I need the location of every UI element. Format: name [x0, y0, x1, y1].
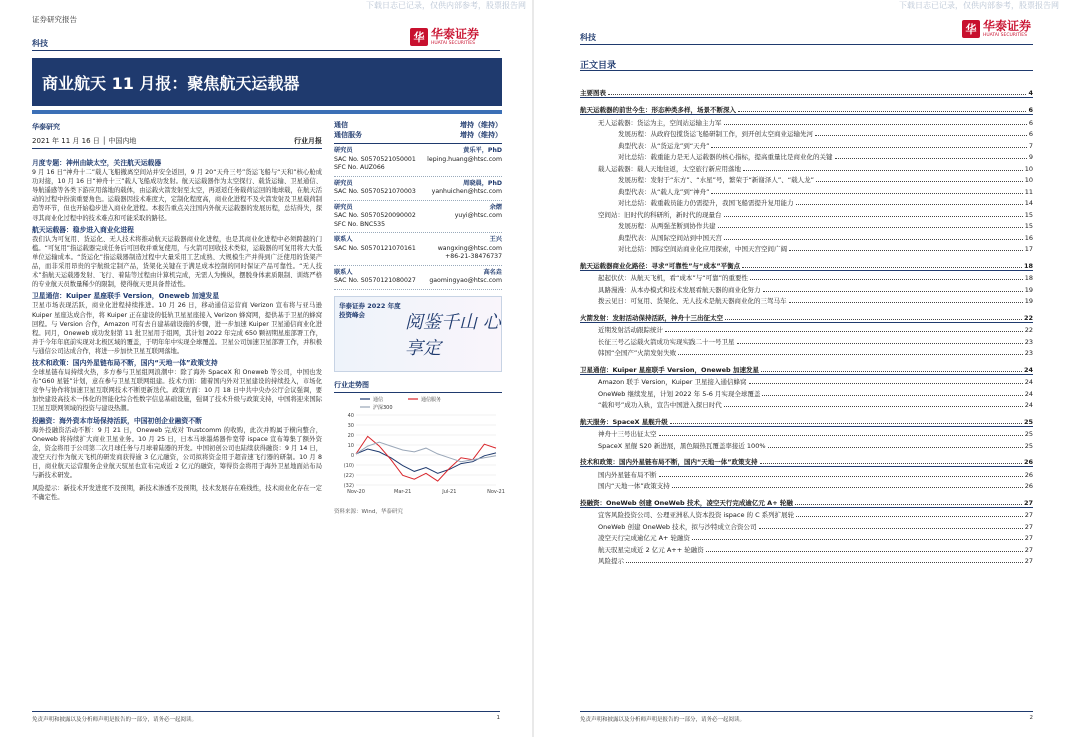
toc-leader [759, 528, 1023, 529]
analyst-role: 研究员 [334, 203, 353, 211]
toc-entry-title: 航天运载器的前世今生：形态种类多样，场景不断深入 [580, 106, 736, 114]
toc-leader [762, 395, 1022, 396]
section-heading: 月度专题：神州由缺太空，关注航天运载器 [32, 159, 162, 167]
toc-entry-title: 投融资：OneWeb 创建 OneWeb 技术，凌空天行完成逾亿元 A+ 轮融 [580, 498, 793, 507]
analyst-card [334, 177, 502, 201]
toc-page-number: 25 [1023, 417, 1033, 426]
toc-leader [795, 504, 1022, 505]
analyst-card [334, 144, 502, 177]
rating-row [334, 120, 502, 130]
org-label: 华泰研究 [32, 123, 60, 131]
toc-entry[interactable] [580, 508, 1033, 520]
toc-page-number: 27 [1024, 534, 1033, 542]
toc-entry-title: 典型代表：从“载人龙”到“神舟” [618, 187, 710, 196]
toc-entry-title: 发展历程：从政府包揽货运飞船研制工作，到开创太空商业运输先河 [618, 130, 813, 138]
analyst-email[interactable]: wangxing@htsc.com [437, 244, 502, 252]
toc-entry[interactable] [580, 294, 1033, 306]
analyst-sac: SAC No. S0570121080027 [334, 277, 416, 284]
toc-entry[interactable] [580, 138, 1033, 150]
toc-leader [711, 193, 1022, 194]
analyst-card [334, 201, 502, 234]
toc-leader [672, 487, 1023, 488]
toc-entry[interactable] [580, 398, 1033, 410]
legend-label: 通信服务 [421, 396, 442, 403]
report-type: 行业月报 [294, 137, 322, 145]
analyst-card [334, 233, 502, 266]
page-1 [0, 0, 532, 737]
toc-page-number: 24 [1024, 378, 1033, 386]
toc-entry-title: 拨云见日：可复用、货架化、无人技术是航天器商业化的三驾马车 [598, 297, 787, 305]
y-tick-label: 10 [347, 442, 354, 449]
analyst-email[interactable]: yuyi@htsc.com [454, 212, 502, 219]
toc-leader [738, 111, 1026, 112]
toc-entry[interactable] [580, 104, 1033, 116]
section-text: 我们认为可复用、货运化、无人技术将推动航天运载器商业化进程，也是其商业化进程中必须跨越的门槛。“可复用”指运载器完成任务后可回收并重复使用，与火箭可回收技术类似，运载器的可复用将大大低单位运输成本。“货运化”指运载器制造过程中大量采用工艺成熟、大规模生产并得到广泛使用的货架产品，而非采用昂贵的宇航级定制产品，货架化关键在于满足成本控制的同时保证产品可靠性。“无人技术”指航天运载器发射、飞行、着陆等过程由计算机完成，无需人为操纵，摆脱身体素质限制、训练严格的专业航天员数量稀少的限制，使得航天更具备普适性。 [32, 235, 322, 289]
sector-label: 科技 [580, 33, 596, 42]
toc-leader [724, 124, 1027, 125]
y-tick-label: 0 [350, 452, 354, 459]
toc-page-number: 27 [1024, 522, 1033, 531]
rating-sector: 通信 [334, 121, 348, 129]
toc-leader [670, 423, 1022, 424]
right-column [334, 120, 505, 515]
toc-page-number: 25 [1024, 430, 1033, 438]
toc-leader [724, 239, 1023, 240]
toc-entry[interactable] [580, 230, 1033, 242]
analysts-list [334, 144, 502, 290]
chart-source: 资料来源：Wind，华泰研究 [334, 508, 403, 515]
header-rule [32, 50, 500, 51]
toc-leader [768, 447, 1023, 448]
promo-banner[interactable]: 华泰证券 2022 年度投资峰会 阅鉴千山 心享定 [334, 296, 502, 372]
toc-page-number: 24 [1023, 365, 1033, 374]
toc-entry-title: 韩国“全国产”火箭发射失败 [598, 349, 677, 357]
toc-entry[interactable] [580, 386, 1033, 398]
toc-leader [659, 476, 1023, 477]
analyst-role: 研究员 [334, 147, 353, 154]
toc-entry-title: 长征三号乙运载火箭成功实现实践二十一号卫星 [598, 337, 735, 346]
section-heading: 技术和政策：国内外星链布局不断，国内“天地一体”政策支持 [32, 358, 218, 367]
toc-gap [580, 98, 1033, 102]
page-footer: 免责声明和披露以及分析师声明是报告的一部分，请务必一起阅读。 1 [32, 711, 500, 723]
analyst-email[interactable]: leping.huang@htsc.com [427, 155, 502, 163]
section-text: 海外投融资活动不断：9 月 21 日，Oneweb 完成对 Trustcomm 的收购，此次并购属于横向整合，Oneweb 将持续扩大商业卫星业务。10 月 25 日，日本马球墨烯器件宽带 ispace 宣布筹集了额外资金，资金将用于公司第二次月球任务与月球着陆器的开发。中国初创公司也陆续获得融资：9 月 14 日，凌空天行作为航天飞机的研发商获得逾 3 亿元融资，公司拟将资金用于超音速飞行器的研制。10 月 8 日，商业航天运营服务企业航天驭星也宣布完成近 2 亿元的融资，筹得资金将用于海外卫星地面站布局与新技术研发。 [32, 426, 322, 480]
toc-entry-title: 主要图表 [580, 88, 606, 97]
trend-line-chart [334, 393, 505, 503]
analyst-sac: SAC No. S0570520090002 [334, 212, 416, 219]
analyst-sfc: SFC No. BNC535 [334, 220, 386, 228]
toc-leader [659, 435, 1023, 436]
toc-entry-title: 发展历程：发射于“东方”、“水星”号，繁荣于“新谢泽人”、“载人龙” [618, 176, 814, 184]
toc-leader [718, 227, 1023, 228]
analyst-sfc: SFC No. AUZ066 [334, 164, 385, 171]
toc-page-number: 23 [1024, 349, 1033, 357]
toc-entry[interactable] [580, 242, 1033, 254]
toc-leader [743, 170, 1023, 171]
toc-page-number: 10 [1024, 164, 1033, 173]
y-tick-label: 30 [347, 422, 354, 429]
toc-entry[interactable] [580, 375, 1033, 387]
toc-entry-title: 对比总结：载重载员能力仍需提升，我国飞船需提升复用能力 [618, 199, 794, 207]
toc-entry[interactable] [580, 363, 1033, 375]
toc-entry[interactable] [580, 323, 1033, 335]
table-of-contents [580, 84, 1033, 565]
toc-page-number: 24 [1024, 401, 1033, 409]
header-rule [580, 44, 1033, 45]
toc-page-number: 24 [1024, 389, 1033, 398]
toc-entry-title: 宜客风险投资公司、公理亚洲私人资本投资 ispace 的 C 系列扩展轮 [598, 511, 795, 519]
toc-page-number: 19 [1024, 297, 1033, 305]
section-text: 卫星市场表现活跃，商业化进程持续推进。10 月 26 日，移动通信运营商 Verizon 宣布将与亚马逊 Kuiper 星座达成合作，将 Kuiper 正在建设的低轨卫星星座接入 Verizon 蜂窝网，提供基于卫星的蜂窝回程。与 Version 合作，Amazon 可有去自建基础设施的步骤，进一步加速 Kuiper 卫星通信商业化进程。同月，Oneweb 成功发射第 11 批卫星用于组网，其计划 2022 年完成 650 颗初期星座部署工作，并于今年年底前实现对北极区域的覆盖，于明年年中实现全球覆盖。卫星公司加速卫星部署工作，并积极与通信公司达成合作，将进一步加快卫星互联网落地。 [32, 302, 323, 355]
toc-entry-title: 载人运载器：载人天地往返，太空旅行新应用落地 [598, 164, 741, 173]
toc-gap [580, 253, 1033, 257]
toc-leader [665, 331, 1023, 332]
rating-sector: 通信服务 [334, 131, 362, 139]
section-heading: 航天运载器：稳步进入商业化进程 [32, 225, 134, 234]
summary-body [32, 156, 322, 502]
legend-label: 沪深300 [373, 404, 393, 411]
analyst-sac: SAC No. S0570521070003 [334, 188, 416, 195]
analyst-email[interactable]: yanhuichen@htsc.com [431, 188, 502, 195]
date-line: 2021 年 11 月 16 日 │ 中国内地 行业月报 [32, 136, 322, 149]
toc-entry[interactable] [580, 531, 1033, 543]
report-title: 商业航天 11 月报：聚焦航天运载器 [32, 58, 502, 106]
x-tick-label: Jul-21 [442, 488, 457, 495]
toc-entry[interactable] [580, 554, 1033, 566]
toc-page-number: 17 [1024, 245, 1033, 253]
trend-chart-panel [334, 380, 505, 515]
analyst-name: 余熠 [489, 203, 502, 211]
toc-entry[interactable] [580, 196, 1033, 208]
analyst-role: 联系人 [334, 268, 353, 276]
sector-label: 科技 [32, 39, 48, 48]
toc-entry[interactable] [580, 415, 1033, 427]
toc-entry[interactable] [580, 115, 1033, 127]
toc-leader [750, 279, 1023, 280]
toc-entry-title: 风险提示 [598, 557, 624, 565]
toc-entry[interactable] [580, 282, 1033, 294]
toc-entry[interactable] [580, 467, 1033, 479]
toc-entry-title: OneWeb 继续发星，计划 2022 年 5-6 月实现全球覆盖 [598, 389, 761, 398]
toc-entry[interactable] [580, 427, 1033, 439]
y-tick-label: (10) [343, 462, 354, 469]
legend-label: 通信 [373, 396, 384, 403]
section-heading: 卫星通信：Kuiper 星座联手 Version，Oneweb 加速发星 [32, 292, 220, 301]
page-number: 1 [496, 715, 500, 721]
toc-leader [796, 516, 1023, 517]
toc-page-number: 7 [1028, 141, 1033, 150]
report-tag: 证券研究报告 [32, 15, 77, 24]
toc-entry[interactable] [580, 456, 1033, 468]
analyst-sac: SAC No. S0570521050001 [334, 155, 416, 163]
analyst-card [334, 266, 502, 290]
toc-page-number: 23 [1024, 337, 1033, 346]
toc-page-number: 15 [1024, 222, 1033, 230]
toc-entry[interactable] [580, 86, 1033, 98]
trend-title: 行业走势图 [334, 380, 502, 393]
toc-entry[interactable] [580, 173, 1033, 185]
toc-leader [763, 291, 1023, 292]
page-footer: 免责声明和披露以及分析师声明是报告的一部分，请务必一起阅读。 2 [580, 711, 1033, 723]
risk-note: 风险提示：新技术开发进度不及预期，新技术渗透不及预期，技术发展存在难线性，技术商业化存在一定不确定性。 [32, 485, 322, 502]
section-text: 全球星链布局持续火热，多方参与卫星组网浪潮中：除了海外 SpaceX 和 Oneweb 等公司，中国也发布“G60 星链”计划，意在参与卫星互联网组建。技术方面：随着国内外对卫星建设的持续投入，市场化竞争与协作将加速卫星互联网技术不断更新迭代。政策方面：10 月 18 日中共中央办公厅会议强调，要加快建设高技术一体化的智能化综合性数字信息基础设施，强调了技术升级与政策支持，中国将迎来国际卫星互联网领域的投资与建设热潮。 [32, 369, 322, 413]
toc-gap [580, 357, 1033, 361]
toc-entry-title: 典型代表：从“货运龙”到“天舟” [618, 141, 710, 150]
toc-entry-title: 航天服务：SpaceX 星舰升级 [580, 417, 668, 426]
toc-entry-title: 火箭发射：发射活动保持活跃，神舟十三出征太空 [580, 313, 723, 322]
watermark: 下载日志已记录，仅供内部参考，股票报告网 [899, 1, 1059, 10]
rating-value: 增持（维持） [460, 131, 502, 139]
toc-page-number: 10 [1024, 176, 1033, 184]
toc-entry-title: 航天运载器商业化路径：寻求“可靠性”与“成本”平衡点 [580, 261, 741, 270]
toc-rule [580, 70, 1033, 71]
toc-page-number: 16 [1024, 233, 1033, 242]
toc-leader [761, 371, 1022, 372]
section-heading: 投融资：海外资本市场保持活跃，中国初创企业融资不断 [32, 416, 202, 425]
toc-leader [835, 158, 1027, 159]
toc-entry-title: 发展历程：从两强垄断到协作共建 [618, 222, 716, 230]
toc-page-number: 26 [1024, 482, 1033, 490]
toc-page-number: 18 [1024, 274, 1033, 282]
x-tick-label: Nov-20 [347, 488, 365, 495]
toc-entry[interactable] [580, 496, 1033, 508]
toc-page-number: 18 [1023, 261, 1033, 270]
toc-entry[interactable] [580, 311, 1033, 323]
toc-entry-title: “载和号”成功入轨，宣告中国进入探日时代 [598, 401, 722, 409]
toc-page-number: 6 [1028, 118, 1033, 127]
toc-entry[interactable] [580, 334, 1033, 346]
toc-entry-title: 起起伏伏：从航天飞机，看“成本”与“可靠”的重要性 [598, 274, 748, 282]
toc-title: 正文目录 [580, 61, 617, 71]
rating-row [334, 130, 502, 140]
toc-leader [816, 181, 1023, 182]
toc-leader [724, 216, 1023, 217]
toc-page-number: 22 [1023, 313, 1033, 322]
toc-leader [608, 94, 1026, 95]
toc-leader [678, 354, 1022, 355]
series-line [356, 449, 496, 473]
toc-entry-title: 技术和政策：国内外星链布局不断，国内“天地一体”政策支持 [580, 458, 758, 466]
toc-gap [580, 490, 1033, 494]
x-tick-label: Nov-21 [487, 488, 505, 495]
toc-entry-title: 航天驭星完成近 2 亿元 A++ 轮融资 [598, 545, 704, 554]
toc-entry-title: 典型代表：从国际空间站到中国天宫 [618, 233, 722, 242]
toc-entry[interactable] [580, 184, 1033, 196]
toc-leader [725, 319, 1022, 320]
toc-entry-title: OneWeb 创建 OneWeb 技术，拟与沙特成立合资公司 [598, 522, 757, 531]
toc-entry-title: 国内“天地一体”政策支持 [598, 482, 670, 490]
toc-leader [737, 343, 1023, 344]
toc-entry[interactable] [580, 438, 1033, 450]
toc-leader [706, 551, 1023, 552]
analyst-name: 周晓晨，PhD [463, 179, 502, 187]
toc-leader [724, 406, 1023, 407]
y-tick-label: (22) [343, 472, 354, 479]
toc-entry-title: 神舟十三号出征太空 [598, 430, 657, 438]
toc-entry-title: 具路漫漫：从本办模式和技术发展看航天器的商业化努力 [598, 285, 761, 294]
section-text: 9 月 16 日“神舟十二”载人飞船撤离空间站并安全返回，9 月 20“天舟三号”货运飞船与“天和”核心舱成功对接，10 月 16 日“神舟十三”载人飞船成功发射。航天运载器作为太空探行、载货运输、卫星通信、导航遥感等各类下游应用落地的载体，由运载火箭发射至太空，再返返任务载荷运回的地球载，在航天活动的过程中扮演重要角色。运载器因技术难度大，定制化程度高，商业化进程不及火箭发射及卫星载荷制造等环节，但也开始稳步进入商业化进程。本报告重点关注国内外航天运载器的发展历程，总结得失，探寻其商业化过程中的技术难点和可能采取的路径。 [32, 169, 322, 222]
analyst-email[interactable]: gaomingyao@htsc.com [429, 277, 502, 284]
toc-page-number: 27 [1024, 511, 1033, 519]
toc-entry[interactable] [580, 479, 1033, 491]
analyst-sac: SAC No. S0570121070161 [334, 244, 416, 252]
page-number: 2 [1029, 715, 1033, 721]
toc-entry-title: SpaceX 星舰 S20 新进展，黑色隔热瓦覆盖率接近 100% [598, 441, 766, 450]
toc-leader [760, 463, 1022, 464]
toc-leader [815, 135, 1027, 136]
company-logo: 华 华泰证券 HUATAI SECURITIES [410, 28, 479, 47]
toc-gap [580, 409, 1033, 413]
toc-page-number: 22 [1024, 326, 1033, 334]
rating-value: 增持（维持） [460, 121, 502, 129]
toc-entry[interactable] [580, 346, 1033, 358]
toc-page-number: 6 [1028, 106, 1033, 114]
toc-entry-title: 无人运载器：货运为主，空间站运输主力军 [598, 118, 722, 127]
analyst-name: 黄乐平，PhD [463, 147, 502, 154]
analyst-name: 王兴 [489, 236, 502, 243]
toc-entry[interactable] [580, 219, 1033, 231]
analyst-phone: +86-21-38476737 [445, 253, 502, 260]
toc-leader [749, 383, 1023, 384]
company-logo: 华 华泰证券 HUATAI SECURITIES [962, 20, 1031, 39]
watermark: 下载日志已记录，仅供内部参考，股票报告网 [366, 1, 526, 10]
y-tick-label: (32) [343, 482, 354, 489]
toc-page-number: 26 [1024, 470, 1033, 479]
page-2 [534, 0, 1065, 737]
toc-entry-title: 对比总结：国际空间站商业化应用探索，中国天宫空间广阔 [618, 245, 787, 253]
toc-entry-title: 近期发射活动跟踪统计 [598, 326, 663, 334]
toc-entry[interactable] [580, 271, 1033, 283]
toc-entry[interactable] [580, 519, 1033, 531]
toc-entry-title: 卫星通信：Kuiper 星座联手 Version，Oneweb 加速发星 [580, 365, 759, 374]
toc-leader [789, 250, 1023, 251]
y-tick-label: 40 [347, 412, 354, 419]
toc-gap [580, 305, 1033, 309]
toc-page-number: 15 [1024, 210, 1033, 219]
toc-leader [789, 302, 1023, 303]
ratings-box [334, 120, 502, 144]
title-underline [32, 110, 502, 114]
analyst-role: 研究员 [334, 179, 353, 187]
toc-leader [692, 539, 1023, 540]
toc-leader [626, 562, 1023, 563]
toc-entry[interactable] [580, 207, 1033, 219]
toc-gap [580, 450, 1033, 454]
toc-entry-title: 对比总结：载重能力是无人运载器的核心指标，提高重量比是商业化的关键 [618, 153, 833, 161]
toc-entry[interactable] [580, 542, 1033, 554]
toc-leader [796, 204, 1023, 205]
toc-entry-title: Amazon 联手 Version，Kuiper 卫星接入通信蜂窝 [598, 378, 747, 386]
toc-page-number: 19 [1024, 285, 1033, 294]
toc-leader [742, 267, 1022, 268]
analyst-name: 高名垚 [483, 268, 502, 276]
huatai-logo-icon: 华 [962, 20, 980, 38]
toc-page-number: 14 [1024, 199, 1033, 207]
x-tick-label: Mar-21 [394, 488, 412, 495]
analyst-role: 联系人 [334, 236, 353, 243]
toc-entry-title: 凌空天行完成逾亿元 A+ 轮融资 [598, 534, 691, 542]
toc-page-number: 11 [1024, 187, 1033, 196]
y-tick-label: 20 [347, 432, 354, 439]
toc-page-number: 6 [1028, 130, 1033, 138]
toc-page-number: 27 [1024, 545, 1033, 554]
toc-page-number: 9 [1028, 153, 1033, 161]
toc-page-number: 27 [1023, 498, 1033, 507]
toc-page-number: 27 [1024, 557, 1033, 565]
toc-entry[interactable] [580, 161, 1033, 173]
huatai-logo-icon: 华 [410, 28, 428, 46]
toc-leader [711, 147, 1026, 148]
toc-entry[interactable] [580, 259, 1033, 271]
toc-entry[interactable] [580, 127, 1033, 139]
toc-page-number: 4 [1028, 88, 1033, 97]
toc-page-number: 26 [1023, 458, 1033, 466]
toc-entry-title: 国内外星链布局不断 [598, 470, 657, 479]
toc-entry[interactable] [580, 150, 1033, 162]
toc-entry-title: 空间站：旧时代的科研所，新时代的现量台 [598, 210, 722, 219]
toc-page-number: 25 [1024, 441, 1033, 450]
